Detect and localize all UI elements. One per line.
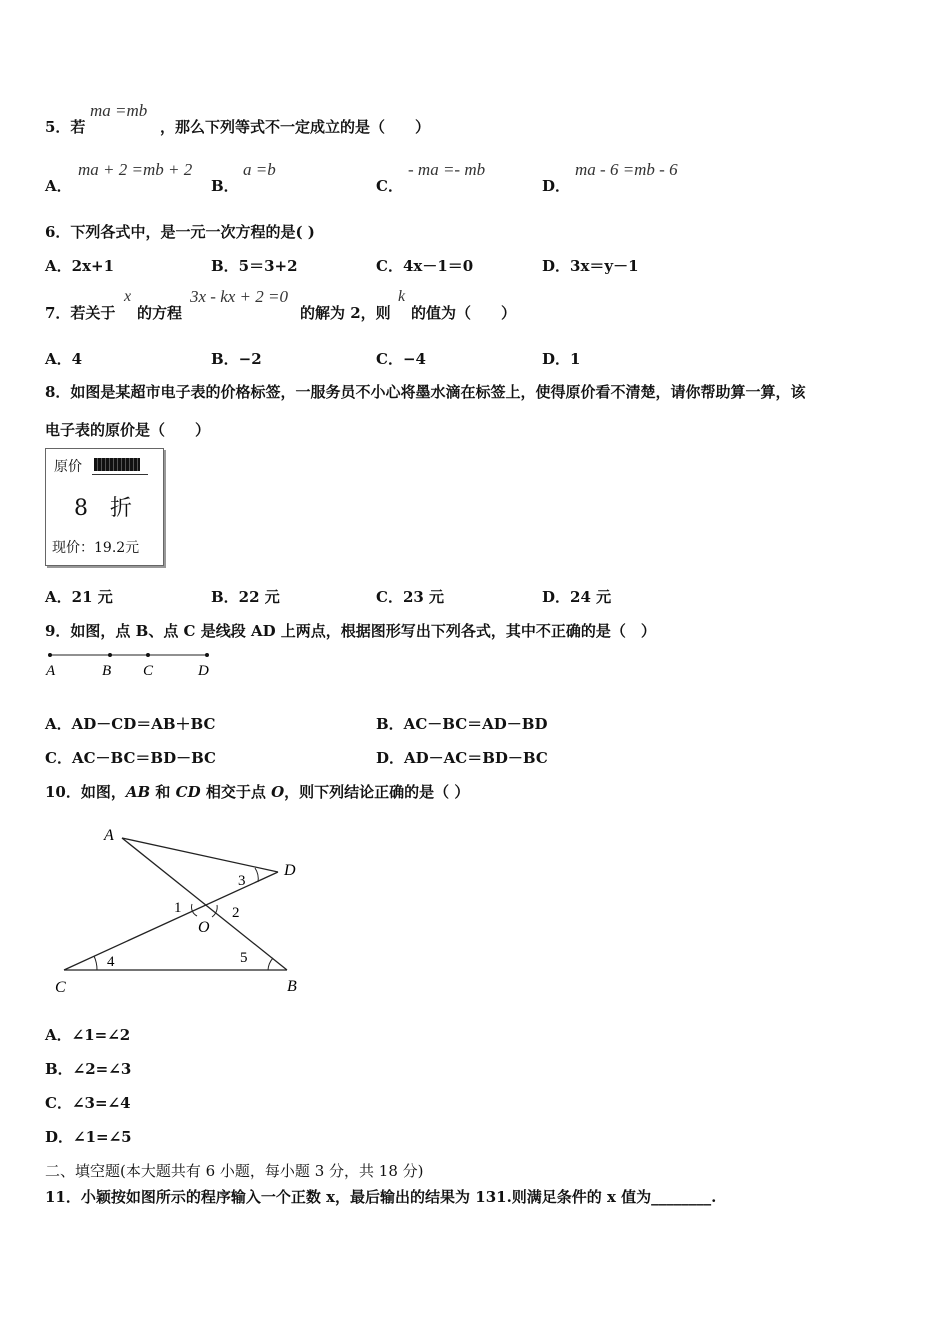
q10-option-a: A．∠1=∠2 — [45, 1026, 131, 1044]
q7-option-d: D．1 — [542, 350, 581, 368]
ink-blot — [94, 458, 140, 471]
q5-option-c-expr: - ma =- mb — [408, 160, 486, 179]
q8-option-c: C．23 元 — [376, 588, 445, 606]
angle-4-label: 4 — [107, 954, 115, 970]
q10-cd: CD — [175, 783, 201, 801]
point-b-label: B — [102, 663, 112, 679]
vertex-c-label: C — [55, 979, 66, 996]
q10-stem-intersect: 相交于点 — [200, 783, 272, 801]
q7-option-a: A．4 — [45, 350, 83, 368]
q7-stem-solution: 的解为 2，则 — [300, 304, 391, 322]
q8-option-d: D．24 元 — [542, 588, 612, 606]
q5-condition: ma =mb — [90, 101, 148, 120]
angle-1-label: 1 — [174, 900, 182, 916]
q5-option-a-label: A． — [45, 177, 72, 195]
q7-stem-start: 7．若关于 — [45, 304, 116, 322]
segment-ab — [122, 838, 287, 970]
price-tag-original-label: 原价 — [54, 459, 82, 475]
q9-stem: 9．如图，点 B、点 C 是线段 AD 上两点，根据图形写出下列各式，其中不正确的是（ ） — [45, 622, 656, 640]
q6-option-d: D．3x＝y－1 — [542, 257, 639, 275]
section-heading: 二、填空题(本大题共有 6 小题，每小题 3 分，共 18 分) — [45, 1162, 424, 1180]
q7-equation: 3x - kx + 2 =0 — [190, 287, 288, 306]
intersecting-lines-figure — [40, 820, 320, 1005]
point-c-label: C — [143, 663, 154, 679]
vertex-o-label: O — [198, 919, 210, 936]
q10-stem-end: ，则下列结论正确的是（ ） — [284, 783, 470, 801]
point-a-dot — [48, 653, 52, 657]
q9-option-c: C．AC－BC＝BD－BC — [45, 749, 216, 767]
q8-stem-line1: 8．如图是某超市电子表的价格标签，一服务员不小心将墨水滴在标签上，使得原价看不清楚，请你帮助算一算，该 — [45, 383, 806, 401]
q8-stem-line2: 电子表的原价是（ ） — [45, 421, 211, 439]
point-d-label: D — [198, 663, 209, 679]
q6-stem: 6．下列各式中，是一元一次方程的是( ) — [45, 223, 315, 241]
q7-stem-end: 的值为（ ） — [411, 304, 517, 322]
q6-option-c: C．4x－1＝0 — [376, 257, 474, 275]
point-c-dot — [146, 653, 150, 657]
q5-option-c-label: C． — [376, 177, 403, 195]
q10-o: O — [271, 783, 285, 801]
q6-option-a: A．2x+1 — [45, 257, 115, 275]
q10-stem — [45, 781, 469, 802]
q10-option-b: B．∠2=∠3 — [45, 1060, 132, 1078]
q5-option-d-expr: ma - 6 =mb - 6 — [575, 160, 678, 179]
q10-ab: AB — [125, 783, 151, 801]
q5-option-a-expr: ma + 2 =mb + 2 — [78, 160, 193, 179]
angle-5-arc — [268, 958, 273, 970]
q7-option-b: B．−2 — [211, 350, 262, 368]
q5-number: 5．若 — [45, 118, 86, 136]
point-b-dot — [108, 653, 112, 657]
q10-option-c: C．∠3=∠4 — [45, 1094, 131, 1112]
q5-option-b-label: B． — [211, 177, 239, 195]
price-tag-discount: 8 折 — [74, 496, 132, 521]
segment-ad — [122, 838, 278, 872]
vertex-d-label: D — [284, 862, 296, 879]
point-d-dot — [205, 653, 209, 657]
price-underline — [92, 474, 148, 475]
q7-var-x: x — [124, 288, 132, 305]
q10-stem-and: 和 — [150, 783, 176, 801]
q6-option-b: B．5＝3+2 — [211, 257, 298, 275]
price-tag-figure — [45, 448, 164, 566]
q10-stem-start: 10．如图， — [45, 783, 126, 801]
angle-4-arc — [94, 956, 97, 970]
angle-2-label: 2 — [232, 905, 240, 921]
q8-option-a: A．21 元 — [45, 588, 113, 606]
vertex-a-label: A — [104, 827, 114, 844]
q9-option-d: D．AD－AC＝BD－BC — [376, 749, 548, 767]
q5-option-b-expr: a =b — [243, 160, 276, 179]
point-a-label: A — [46, 663, 56, 679]
q9-option-b: B．AC－BC＝AD－BD — [376, 715, 548, 733]
price-tag-current: 现价：19.2元 — [52, 540, 140, 556]
q7-stem-mid: 的方程 — [137, 304, 183, 322]
q7-var-k: k — [398, 288, 406, 305]
angle-5-label: 5 — [240, 950, 248, 966]
q5-stem: ，那么下列等式不一定成立的是（ ） — [160, 118, 431, 136]
q10-option-d: D．∠1=∠5 — [45, 1128, 132, 1146]
segment-ad-figure — [40, 645, 230, 685]
angle-3-label: 3 — [238, 873, 246, 889]
vertex-b-label: B — [287, 978, 297, 995]
q8-option-b: B．22 元 — [211, 588, 280, 606]
q11-stem: 11．小颖按如图所示的程序输入一个正数 x，最后输出的结果为 131.则满足条件的 x 值为________. — [45, 1188, 717, 1206]
q7-option-c: C．−4 — [376, 350, 426, 368]
angle-3-arc — [255, 868, 258, 882]
q5-option-d-label: D． — [542, 177, 571, 195]
q9-option-a: A．AD－CD＝AB＋BC — [45, 715, 216, 733]
